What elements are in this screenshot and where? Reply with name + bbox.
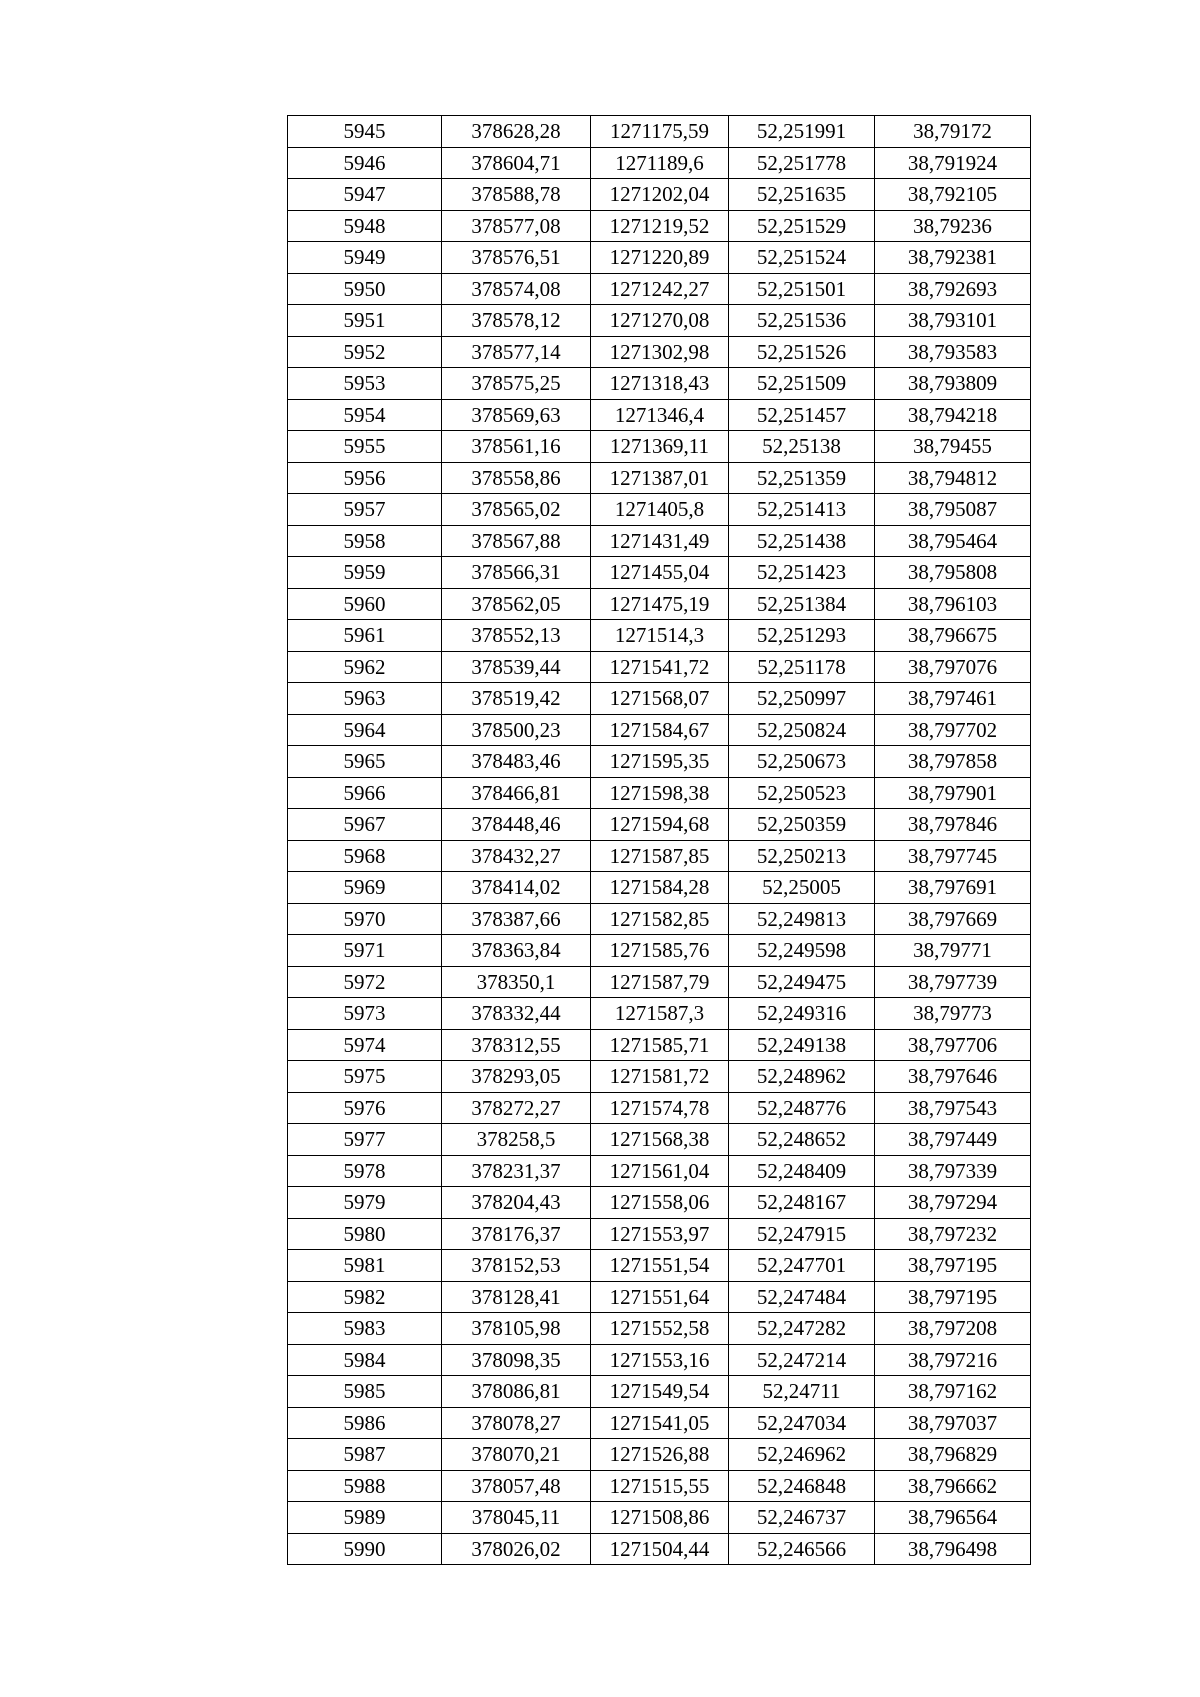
y-coordinate-cell: 1271587,79 <box>591 966 729 998</box>
latitude-cell: 52,248776 <box>729 1092 875 1124</box>
x-coordinate-cell: 378558,86 <box>442 462 591 494</box>
x-coordinate-cell: 378448,46 <box>442 809 591 841</box>
latitude-cell: 52,247915 <box>729 1218 875 1250</box>
longitude-cell: 38,797076 <box>875 651 1031 683</box>
table-row <box>288 1281 1031 1313</box>
point-number-cell: 5962 <box>288 651 442 683</box>
x-coordinate-cell: 378293,05 <box>442 1061 591 1093</box>
latitude-cell: 52,251635 <box>729 179 875 211</box>
point-number-cell: 5984 <box>288 1344 442 1376</box>
y-coordinate-cell: 1271581,72 <box>591 1061 729 1093</box>
x-coordinate-cell: 378231,37 <box>442 1155 591 1187</box>
table-row <box>288 336 1031 368</box>
table-row <box>288 1155 1031 1187</box>
table-row <box>288 966 1031 998</box>
y-coordinate-cell: 1271553,97 <box>591 1218 729 1250</box>
latitude-cell: 52,251384 <box>729 588 875 620</box>
table-row <box>288 998 1031 1030</box>
longitude-cell: 38,794218 <box>875 399 1031 431</box>
x-coordinate-cell: 378272,27 <box>442 1092 591 1124</box>
x-coordinate-cell: 378578,12 <box>442 305 591 337</box>
x-coordinate-cell: 378562,05 <box>442 588 591 620</box>
latitude-cell: 52,246962 <box>729 1439 875 1471</box>
table-row <box>288 525 1031 557</box>
y-coordinate-cell: 1271475,19 <box>591 588 729 620</box>
point-number-cell: 5964 <box>288 714 442 746</box>
latitude-cell: 52,25138 <box>729 431 875 463</box>
longitude-cell: 38,797702 <box>875 714 1031 746</box>
y-coordinate-cell: 1271270,08 <box>591 305 729 337</box>
longitude-cell: 38,797745 <box>875 840 1031 872</box>
x-coordinate-cell: 378363,84 <box>442 935 591 967</box>
table-row <box>288 494 1031 526</box>
latitude-cell: 52,250824 <box>729 714 875 746</box>
latitude-cell: 52,251178 <box>729 651 875 683</box>
latitude-cell: 52,251529 <box>729 210 875 242</box>
longitude-cell: 38,796564 <box>875 1502 1031 1534</box>
table-row <box>288 1092 1031 1124</box>
x-coordinate-cell: 378500,23 <box>442 714 591 746</box>
x-coordinate-cell: 378070,21 <box>442 1439 591 1471</box>
longitude-cell: 38,79773 <box>875 998 1031 1030</box>
longitude-cell: 38,796662 <box>875 1470 1031 1502</box>
latitude-cell: 52,251413 <box>729 494 875 526</box>
y-coordinate-cell: 1271318,43 <box>591 368 729 400</box>
x-coordinate-cell: 378483,46 <box>442 746 591 778</box>
point-number-cell: 5947 <box>288 179 442 211</box>
latitude-cell: 52,248167 <box>729 1187 875 1219</box>
table-row <box>288 903 1031 935</box>
latitude-cell: 52,246737 <box>729 1502 875 1534</box>
latitude-cell: 52,25005 <box>729 872 875 904</box>
latitude-cell: 52,246566 <box>729 1533 875 1565</box>
point-number-cell: 5968 <box>288 840 442 872</box>
table-row <box>288 305 1031 337</box>
longitude-cell: 38,796103 <box>875 588 1031 620</box>
table-row <box>288 872 1031 904</box>
longitude-cell: 38,792693 <box>875 273 1031 305</box>
point-number-cell: 5982 <box>288 1281 442 1313</box>
latitude-cell: 52,247214 <box>729 1344 875 1376</box>
x-coordinate-cell: 378519,42 <box>442 683 591 715</box>
x-coordinate-cell: 378098,35 <box>442 1344 591 1376</box>
point-number-cell: 5987 <box>288 1439 442 1471</box>
longitude-cell: 38,797162 <box>875 1376 1031 1408</box>
x-coordinate-cell: 378152,53 <box>442 1250 591 1282</box>
x-coordinate-cell: 378569,63 <box>442 399 591 431</box>
latitude-cell: 52,251293 <box>729 620 875 652</box>
y-coordinate-cell: 1271202,04 <box>591 179 729 211</box>
table-row <box>288 399 1031 431</box>
longitude-cell: 38,797216 <box>875 1344 1031 1376</box>
y-coordinate-cell: 1271553,16 <box>591 1344 729 1376</box>
latitude-cell: 52,251438 <box>729 525 875 557</box>
longitude-cell: 38,797543 <box>875 1092 1031 1124</box>
y-coordinate-cell: 1271574,78 <box>591 1092 729 1124</box>
table-row <box>288 1187 1031 1219</box>
point-number-cell: 5953 <box>288 368 442 400</box>
x-coordinate-cell: 378105,98 <box>442 1313 591 1345</box>
y-coordinate-cell: 1271175,59 <box>591 116 729 148</box>
point-number-cell: 5990 <box>288 1533 442 1565</box>
y-coordinate-cell: 1271242,27 <box>591 273 729 305</box>
y-coordinate-cell: 1271561,04 <box>591 1155 729 1187</box>
y-coordinate-cell: 1271582,85 <box>591 903 729 935</box>
longitude-cell: 38,79236 <box>875 210 1031 242</box>
longitude-cell: 38,795808 <box>875 557 1031 589</box>
longitude-cell: 38,797461 <box>875 683 1031 715</box>
latitude-cell: 52,250523 <box>729 777 875 809</box>
y-coordinate-cell: 1271508,86 <box>591 1502 729 1534</box>
y-coordinate-cell: 1271219,52 <box>591 210 729 242</box>
table-row <box>288 588 1031 620</box>
table-row <box>288 840 1031 872</box>
x-coordinate-cell: 378176,37 <box>442 1218 591 1250</box>
x-coordinate-cell: 378414,02 <box>442 872 591 904</box>
longitude-cell: 38,796498 <box>875 1533 1031 1565</box>
point-number-cell: 5978 <box>288 1155 442 1187</box>
table-row <box>288 147 1031 179</box>
table-row <box>288 557 1031 589</box>
point-number-cell: 5955 <box>288 431 442 463</box>
table-row <box>288 1313 1031 1345</box>
point-number-cell: 5976 <box>288 1092 442 1124</box>
longitude-cell: 38,795087 <box>875 494 1031 526</box>
x-coordinate-cell: 378026,02 <box>442 1533 591 1565</box>
table-row <box>288 1029 1031 1061</box>
longitude-cell: 38,797706 <box>875 1029 1031 1061</box>
latitude-cell: 52,247701 <box>729 1250 875 1282</box>
y-coordinate-cell: 1271558,06 <box>591 1187 729 1219</box>
table-row <box>288 1470 1031 1502</box>
longitude-cell: 38,792105 <box>875 179 1031 211</box>
table-row <box>288 746 1031 778</box>
y-coordinate-cell: 1271587,85 <box>591 840 729 872</box>
latitude-cell: 52,247282 <box>729 1313 875 1345</box>
table-row <box>288 368 1031 400</box>
latitude-cell: 52,247034 <box>729 1407 875 1439</box>
longitude-cell: 38,793809 <box>875 368 1031 400</box>
table-row <box>288 1124 1031 1156</box>
point-number-cell: 5965 <box>288 746 442 778</box>
y-coordinate-cell: 1271220,89 <box>591 242 729 274</box>
table-row <box>288 462 1031 494</box>
point-number-cell: 5950 <box>288 273 442 305</box>
point-number-cell: 5958 <box>288 525 442 557</box>
x-coordinate-cell: 378577,14 <box>442 336 591 368</box>
y-coordinate-cell: 1271541,05 <box>591 1407 729 1439</box>
x-coordinate-cell: 378312,55 <box>442 1029 591 1061</box>
longitude-cell: 38,797846 <box>875 809 1031 841</box>
point-number-cell: 5972 <box>288 966 442 998</box>
y-coordinate-cell: 1271387,01 <box>591 462 729 494</box>
latitude-cell: 52,250997 <box>729 683 875 715</box>
table-row <box>288 714 1031 746</box>
latitude-cell: 52,248962 <box>729 1061 875 1093</box>
longitude-cell: 38,792381 <box>875 242 1031 274</box>
coordinates-table <box>287 115 1031 1565</box>
y-coordinate-cell: 1271568,38 <box>591 1124 729 1156</box>
y-coordinate-cell: 1271585,71 <box>591 1029 729 1061</box>
latitude-cell: 52,24711 <box>729 1376 875 1408</box>
point-number-cell: 5963 <box>288 683 442 715</box>
table-row <box>288 273 1031 305</box>
y-coordinate-cell: 1271587,3 <box>591 998 729 1030</box>
latitude-cell: 52,251524 <box>729 242 875 274</box>
latitude-cell: 52,251536 <box>729 305 875 337</box>
y-coordinate-cell: 1271568,07 <box>591 683 729 715</box>
latitude-cell: 52,246848 <box>729 1470 875 1502</box>
y-coordinate-cell: 1271431,49 <box>591 525 729 557</box>
table-row <box>288 1376 1031 1408</box>
longitude-cell: 38,797646 <box>875 1061 1031 1093</box>
x-coordinate-cell: 378566,31 <box>442 557 591 589</box>
table-row <box>288 935 1031 967</box>
y-coordinate-cell: 1271541,72 <box>591 651 729 683</box>
x-coordinate-cell: 378258,5 <box>442 1124 591 1156</box>
latitude-cell: 52,251501 <box>729 273 875 305</box>
table-row <box>288 1061 1031 1093</box>
longitude-cell: 38,797208 <box>875 1313 1031 1345</box>
table-row <box>288 431 1031 463</box>
point-number-cell: 5959 <box>288 557 442 589</box>
x-coordinate-cell: 378332,44 <box>442 998 591 1030</box>
latitude-cell: 52,251457 <box>729 399 875 431</box>
longitude-cell: 38,797739 <box>875 966 1031 998</box>
point-number-cell: 5974 <box>288 1029 442 1061</box>
y-coordinate-cell: 1271504,44 <box>591 1533 729 1565</box>
point-number-cell: 5954 <box>288 399 442 431</box>
table-row <box>288 179 1031 211</box>
point-number-cell: 5949 <box>288 242 442 274</box>
x-coordinate-cell: 378128,41 <box>442 1281 591 1313</box>
y-coordinate-cell: 1271551,54 <box>591 1250 729 1282</box>
point-number-cell: 5966 <box>288 777 442 809</box>
point-number-cell: 5983 <box>288 1313 442 1345</box>
y-coordinate-cell: 1271369,11 <box>591 431 729 463</box>
table-row <box>288 651 1031 683</box>
y-coordinate-cell: 1271514,3 <box>591 620 729 652</box>
point-number-cell: 5970 <box>288 903 442 935</box>
point-number-cell: 5960 <box>288 588 442 620</box>
longitude-cell: 38,797669 <box>875 903 1031 935</box>
x-coordinate-cell: 378574,08 <box>442 273 591 305</box>
x-coordinate-cell: 378350,1 <box>442 966 591 998</box>
longitude-cell: 38,79771 <box>875 935 1031 967</box>
point-number-cell: 5946 <box>288 147 442 179</box>
longitude-cell: 38,795464 <box>875 525 1031 557</box>
x-coordinate-cell: 378552,13 <box>442 620 591 652</box>
latitude-cell: 52,249813 <box>729 903 875 935</box>
x-coordinate-cell: 378045,11 <box>442 1502 591 1534</box>
point-number-cell: 5956 <box>288 462 442 494</box>
x-coordinate-cell: 378057,48 <box>442 1470 591 1502</box>
longitude-cell: 38,797339 <box>875 1155 1031 1187</box>
longitude-cell: 38,797037 <box>875 1407 1031 1439</box>
table-row <box>288 242 1031 274</box>
x-coordinate-cell: 378567,88 <box>442 525 591 557</box>
latitude-cell: 52,251423 <box>729 557 875 589</box>
point-number-cell: 5975 <box>288 1061 442 1093</box>
point-number-cell: 5952 <box>288 336 442 368</box>
table-row <box>288 777 1031 809</box>
point-number-cell: 5973 <box>288 998 442 1030</box>
point-number-cell: 5985 <box>288 1376 442 1408</box>
x-coordinate-cell: 378576,51 <box>442 242 591 274</box>
coordinates-table-body <box>288 116 1031 1565</box>
table-row <box>288 1502 1031 1534</box>
table-row <box>288 683 1031 715</box>
table-row <box>288 1218 1031 1250</box>
latitude-cell: 52,251526 <box>729 336 875 368</box>
x-coordinate-cell: 378565,02 <box>442 494 591 526</box>
point-number-cell: 5948 <box>288 210 442 242</box>
latitude-cell: 52,251778 <box>729 147 875 179</box>
point-number-cell: 5967 <box>288 809 442 841</box>
latitude-cell: 52,251991 <box>729 116 875 148</box>
table-row <box>288 809 1031 841</box>
y-coordinate-cell: 1271594,68 <box>591 809 729 841</box>
x-coordinate-cell: 378577,08 <box>442 210 591 242</box>
latitude-cell: 52,251359 <box>729 462 875 494</box>
longitude-cell: 38,794812 <box>875 462 1031 494</box>
x-coordinate-cell: 378204,43 <box>442 1187 591 1219</box>
x-coordinate-cell: 378588,78 <box>442 179 591 211</box>
longitude-cell: 38,797294 <box>875 1187 1031 1219</box>
y-coordinate-cell: 1271189,6 <box>591 147 729 179</box>
longitude-cell: 38,797195 <box>875 1250 1031 1282</box>
y-coordinate-cell: 1271551,64 <box>591 1281 729 1313</box>
point-number-cell: 5989 <box>288 1502 442 1534</box>
table-row <box>288 1439 1031 1471</box>
longitude-cell: 38,796675 <box>875 620 1031 652</box>
table-row <box>288 1344 1031 1376</box>
y-coordinate-cell: 1271526,88 <box>591 1439 729 1471</box>
table-row <box>288 1407 1031 1439</box>
point-number-cell: 5971 <box>288 935 442 967</box>
table-row <box>288 1533 1031 1565</box>
y-coordinate-cell: 1271598,38 <box>591 777 729 809</box>
longitude-cell: 38,796829 <box>875 1439 1031 1471</box>
y-coordinate-cell: 1271455,04 <box>591 557 729 589</box>
y-coordinate-cell: 1271585,76 <box>591 935 729 967</box>
longitude-cell: 38,79172 <box>875 116 1031 148</box>
table-row <box>288 1250 1031 1282</box>
longitude-cell: 38,797449 <box>875 1124 1031 1156</box>
latitude-cell: 52,249475 <box>729 966 875 998</box>
x-coordinate-cell: 378561,16 <box>442 431 591 463</box>
longitude-cell: 38,79455 <box>875 431 1031 463</box>
x-coordinate-cell: 378539,44 <box>442 651 591 683</box>
x-coordinate-cell: 378575,25 <box>442 368 591 400</box>
y-coordinate-cell: 1271405,8 <box>591 494 729 526</box>
latitude-cell: 52,249598 <box>729 935 875 967</box>
point-number-cell: 5951 <box>288 305 442 337</box>
point-number-cell: 5979 <box>288 1187 442 1219</box>
latitude-cell: 52,249316 <box>729 998 875 1030</box>
y-coordinate-cell: 1271346,4 <box>591 399 729 431</box>
point-number-cell: 5977 <box>288 1124 442 1156</box>
y-coordinate-cell: 1271595,35 <box>591 746 729 778</box>
table-row <box>288 210 1031 242</box>
latitude-cell: 52,250213 <box>729 840 875 872</box>
x-coordinate-cell: 378387,66 <box>442 903 591 935</box>
point-number-cell: 5969 <box>288 872 442 904</box>
table-row <box>288 116 1031 148</box>
x-coordinate-cell: 378086,81 <box>442 1376 591 1408</box>
latitude-cell: 52,247484 <box>729 1281 875 1313</box>
y-coordinate-cell: 1271302,98 <box>591 336 729 368</box>
longitude-cell: 38,797858 <box>875 746 1031 778</box>
latitude-cell: 52,249138 <box>729 1029 875 1061</box>
longitude-cell: 38,797691 <box>875 872 1031 904</box>
x-coordinate-cell: 378466,81 <box>442 777 591 809</box>
latitude-cell: 52,250359 <box>729 809 875 841</box>
longitude-cell: 38,793583 <box>875 336 1031 368</box>
point-number-cell: 5957 <box>288 494 442 526</box>
longitude-cell: 38,797901 <box>875 777 1031 809</box>
table-row <box>288 620 1031 652</box>
longitude-cell: 38,797195 <box>875 1281 1031 1313</box>
y-coordinate-cell: 1271515,55 <box>591 1470 729 1502</box>
latitude-cell: 52,250673 <box>729 746 875 778</box>
point-number-cell: 5988 <box>288 1470 442 1502</box>
point-number-cell: 5945 <box>288 116 442 148</box>
x-coordinate-cell: 378432,27 <box>442 840 591 872</box>
longitude-cell: 38,791924 <box>875 147 1031 179</box>
x-coordinate-cell: 378604,71 <box>442 147 591 179</box>
x-coordinate-cell: 378628,28 <box>442 116 591 148</box>
point-number-cell: 5980 <box>288 1218 442 1250</box>
longitude-cell: 38,797232 <box>875 1218 1031 1250</box>
latitude-cell: 52,251509 <box>729 368 875 400</box>
y-coordinate-cell: 1271584,67 <box>591 714 729 746</box>
y-coordinate-cell: 1271552,58 <box>591 1313 729 1345</box>
latitude-cell: 52,248409 <box>729 1155 875 1187</box>
y-coordinate-cell: 1271584,28 <box>591 872 729 904</box>
y-coordinate-cell: 1271549,54 <box>591 1376 729 1408</box>
point-number-cell: 5981 <box>288 1250 442 1282</box>
x-coordinate-cell: 378078,27 <box>442 1407 591 1439</box>
longitude-cell: 38,793101 <box>875 305 1031 337</box>
point-number-cell: 5961 <box>288 620 442 652</box>
point-number-cell: 5986 <box>288 1407 442 1439</box>
latitude-cell: 52,248652 <box>729 1124 875 1156</box>
